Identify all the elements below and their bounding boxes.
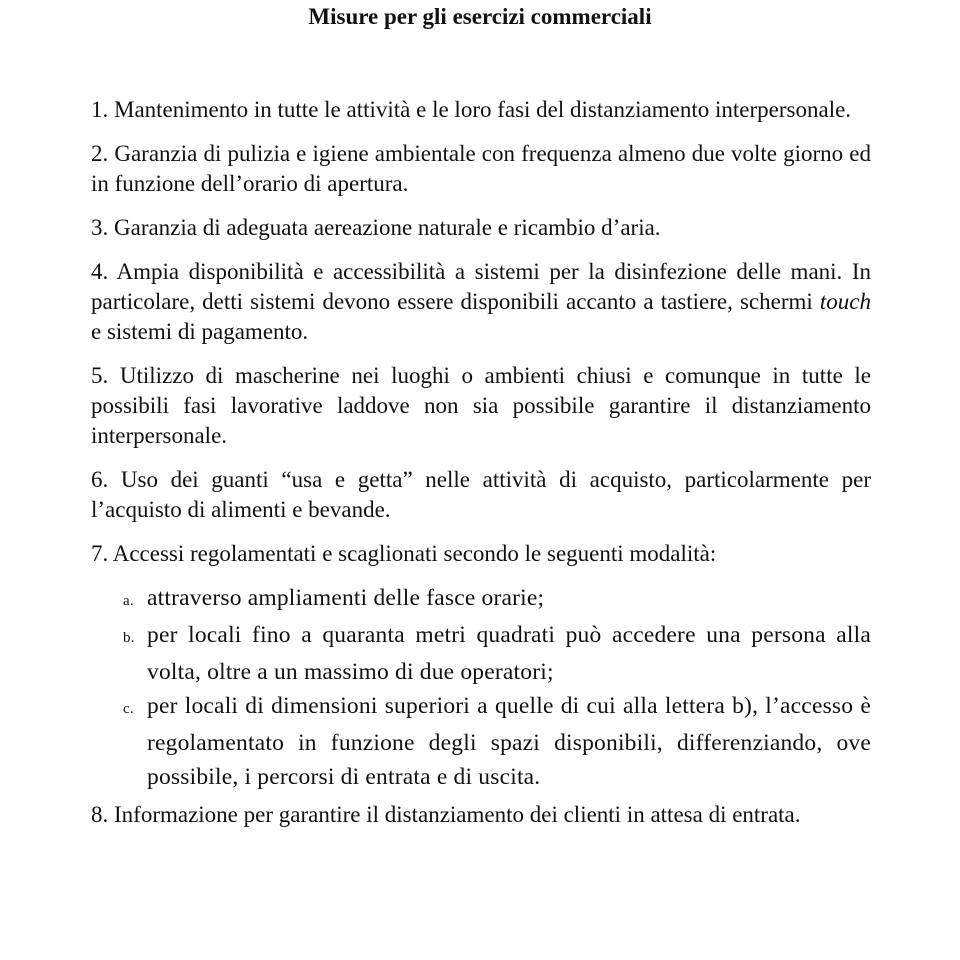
document-title: Misure per gli esercizi commerciali xyxy=(308,4,652,29)
sub-item-a-text: attraverso ampliamenti delle fasce orarie; xyxy=(147,585,545,611)
list-item-4-text-after: e sistemi di pagamento. xyxy=(91,319,309,344)
list-item-1: 1. Mantenimento in tutte le attività e le loro fasi del distanziamento interpersonale. xyxy=(91,97,852,122)
list-item-5: 5. Utilizzo di mascherine nei luoghi o ambienti chiusi e comunque in tutte le possibili fasi lavorative laddove non sia possibile garantire il distanziamento interpersonale. xyxy=(91,363,871,448)
list-item-7: 7. Accessi regolamentati e scaglionati secondo le seguenti modalità: xyxy=(91,541,717,566)
list-item-4 xyxy=(91,257,871,347)
sub-item-c-text: per locali di dimensioni superiori a quelle di cui alla lettera b), l’accesso è regolamentato in funzione degli spazi disponibili, differenziando, ove possibile, i percorsi di entrata e di uscita. xyxy=(147,693,871,790)
list-item-4-italic-word: touch xyxy=(819,289,871,314)
list-item-4-text-before: 4. Ampia disponibilità e accessibilità a sistemi per la disinfezione delle mani. In particolare, detti sistemi devono essere disponibili accanto a tastiere, schermi xyxy=(91,259,871,314)
sub-item-b xyxy=(123,618,871,689)
list-item-3: 3. Garanzia di adeguata aereazione naturale e ricambio d’aria. xyxy=(91,215,661,240)
sub-item-b-marker: b. xyxy=(123,630,135,646)
list-item-8: 8. Informazione per garantire il distanziamento dei clienti in attesa di entrata. xyxy=(91,802,801,827)
sub-item-a xyxy=(123,581,871,618)
measures-list xyxy=(91,95,871,844)
sub-item-c-marker: c. xyxy=(123,701,134,717)
list-item-6: 6. Uso dei guanti “usa e getta” nelle attività di acquisto, particolarmente per l’acquisto di alimenti e bevande. xyxy=(91,467,871,522)
sub-item-c xyxy=(123,689,871,794)
sub-item-a-marker: a. xyxy=(123,593,134,609)
sub-item-b-text: per locali fino a quaranta metri quadrati può accedere una persona alla volta, oltre a un massimo di due operatori; xyxy=(147,622,871,685)
list-item-2: 2. Garanzia di pulizia e igiene ambientale con frequenza almeno due volte giorno ed in funzione dell’orario di apertura. xyxy=(91,141,871,196)
access-modes-sublist xyxy=(123,581,871,794)
